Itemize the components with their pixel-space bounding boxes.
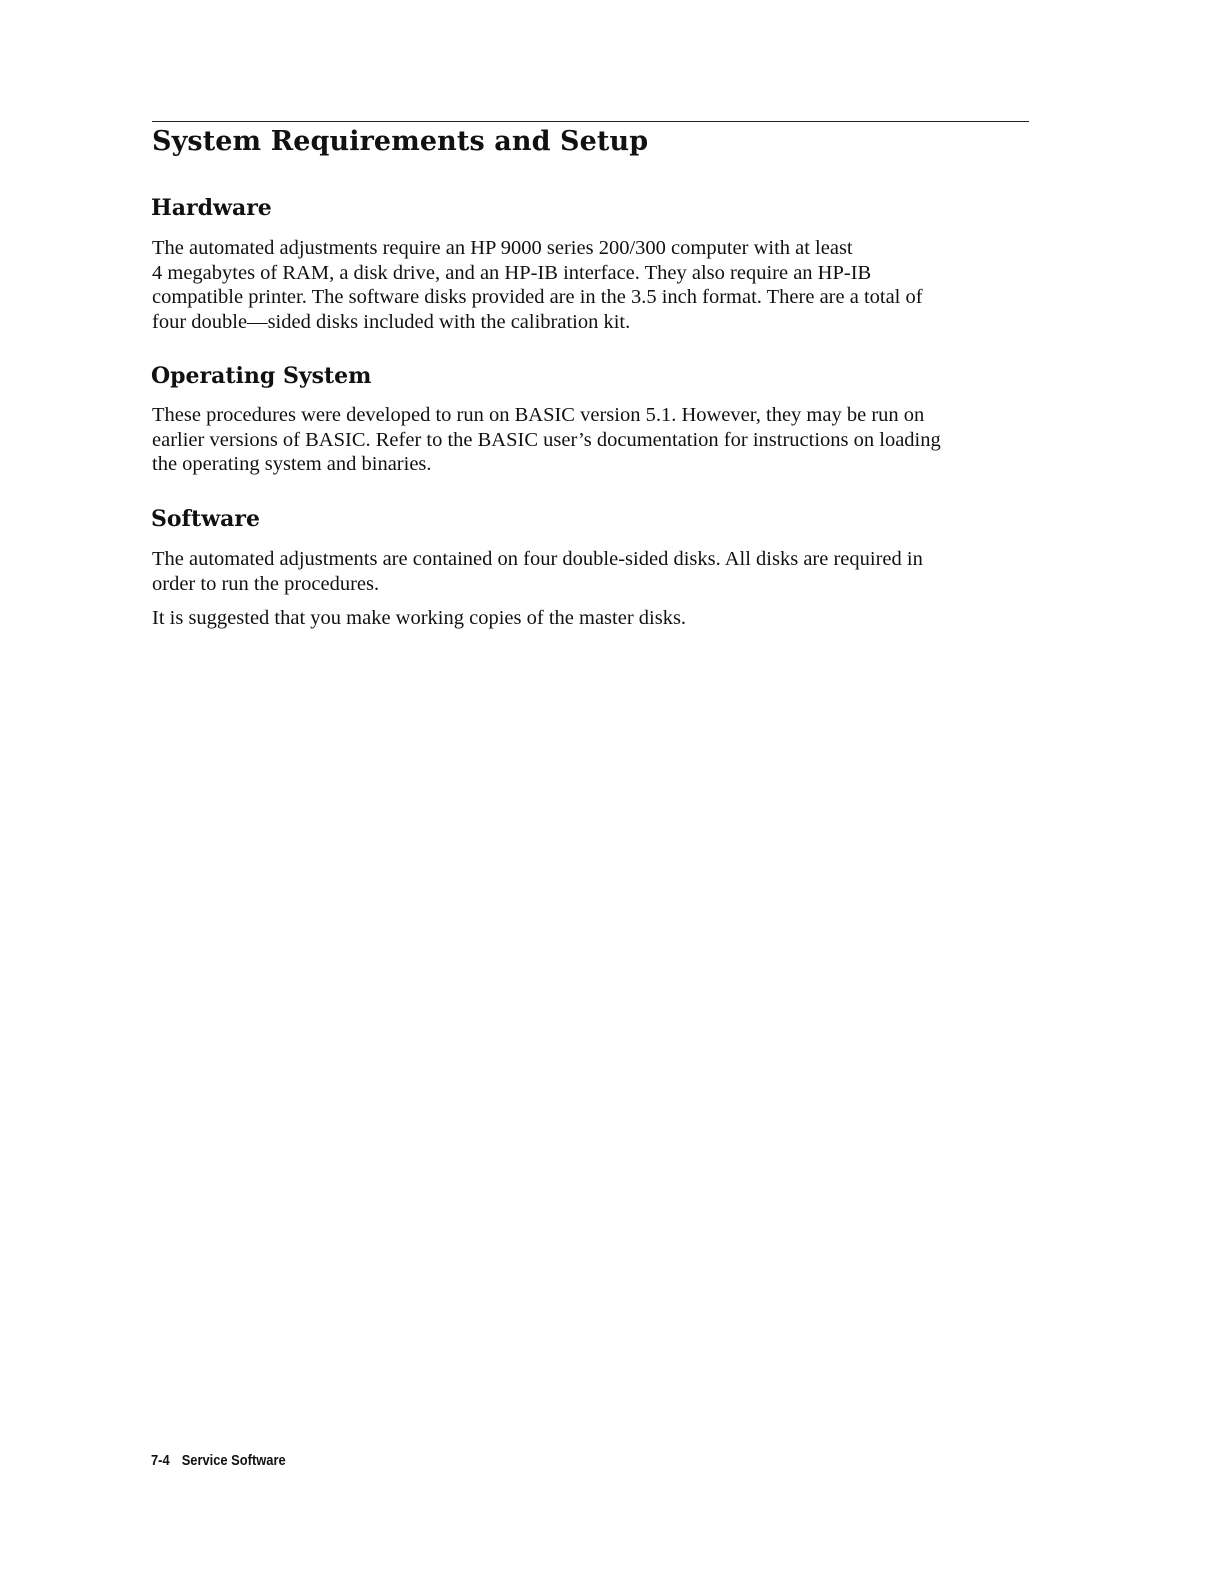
page-title: System Requirements and Setup [152,126,649,157]
paragraph-operating-system [152,403,941,477]
header-rule [152,121,1029,122]
page-footer [151,1452,286,1469]
chapter-name: Service Software [181,1452,286,1469]
section-heading-hardware: Hardware [151,195,272,221]
text-line: 4 megabytes of RAM, a disk drive, and an HP-IB interface. They also require an HP-IB [152,261,872,284]
section-heading-software: Software [151,506,260,532]
text-line: four double—sided disks included with the calibration kit. [152,310,631,333]
paragraph-software [152,547,923,596]
text-line: order to run the procedures. [152,572,380,595]
paragraph-software-note [152,606,686,631]
text-line: The automated adjustments are contained on four double-sided disks. All disks are required in [152,548,923,570]
section-heading-operating-system: Operating System [151,363,372,389]
text-line: earlier versions of BASIC. Refer to the BASIC user’s documentation for instructions on loading [152,428,941,451]
paragraph-hardware [152,236,923,334]
text-line: the operating system and binaries. [152,453,432,475]
text-line: These procedures were developed to run on BASIC version 5.1. However, they may be run on [152,404,925,426]
page-number: 7-4 [151,1452,170,1469]
text-line: compatible printer. The software disks provided are in the 3.5 inch format. There are a total of [152,286,923,308]
text-line: The automated adjustments require an HP 9000 series 200/300 computer with at least [152,237,853,259]
text-line: It is suggested that you make working copies of the master disks. [152,607,687,629]
